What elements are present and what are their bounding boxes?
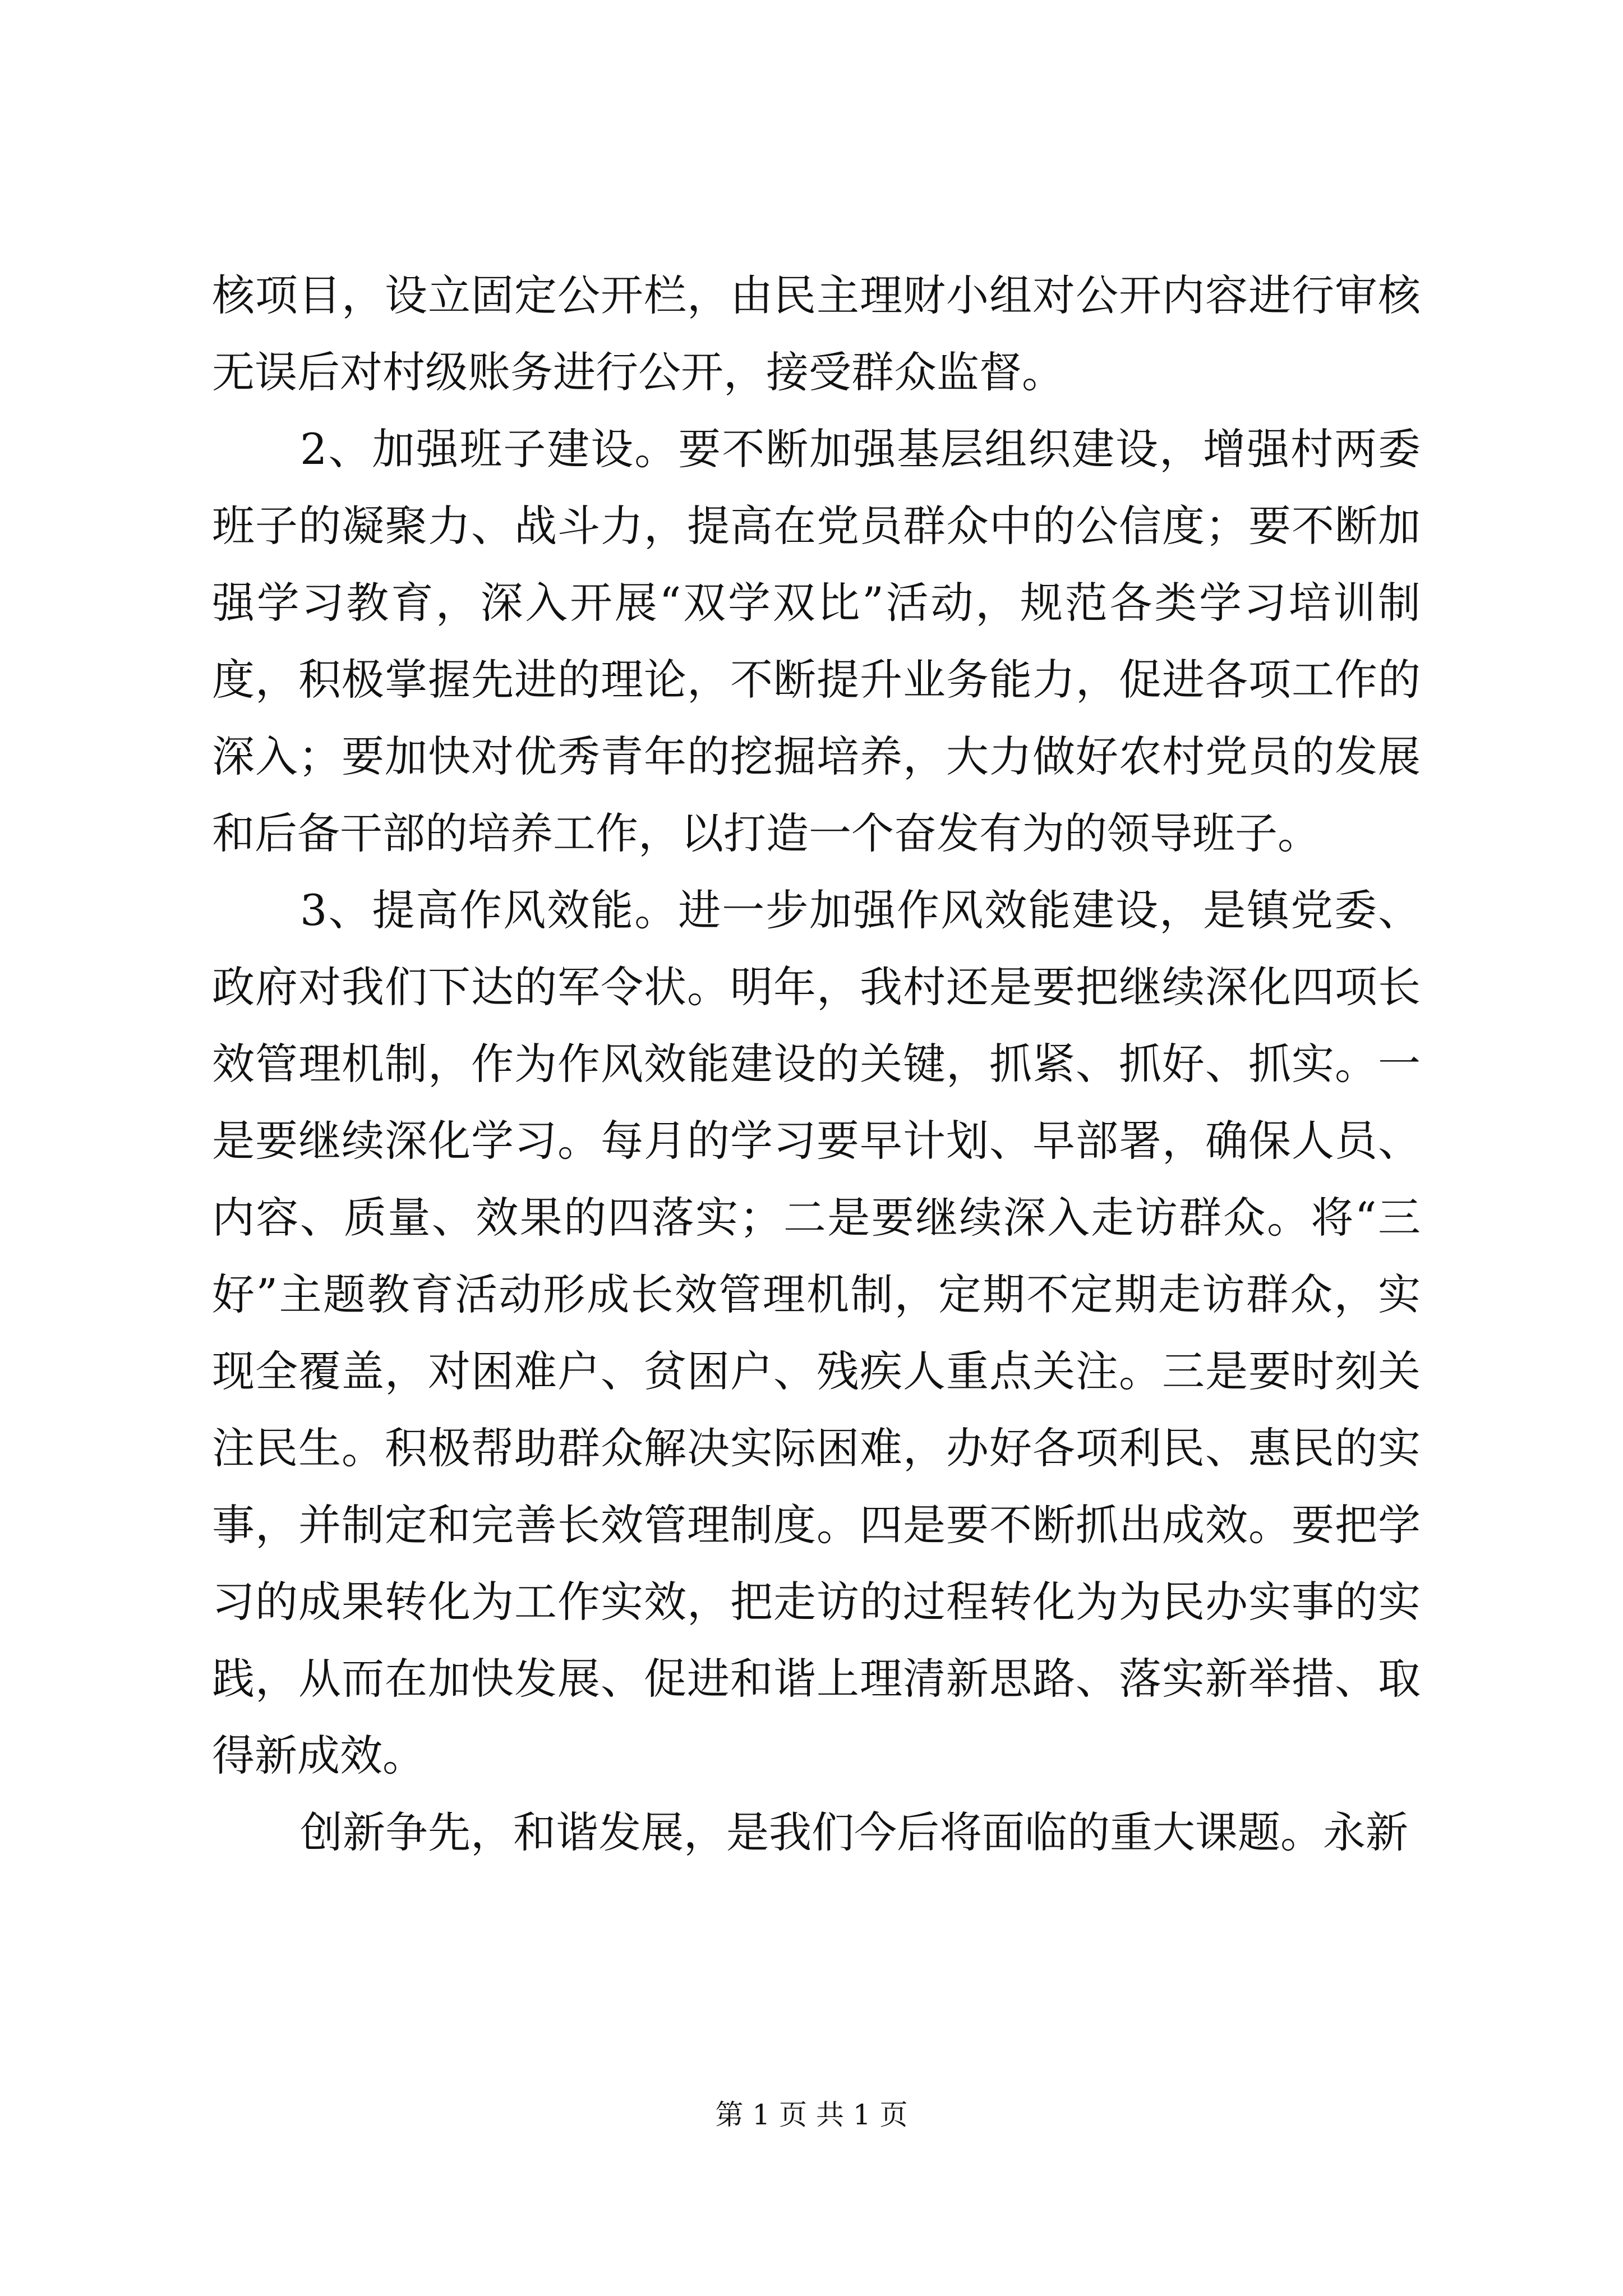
- text-line: 是要继续深化学习。每月的学习要早计划、早部署，确保人员、: [212, 1116, 1421, 1166]
- text-line: 度，积极掌握先进的理论，不断提升业务能力，促进各项工作的: [212, 655, 1421, 705]
- text-line: 效管理机制，作为作风效能建设的关键，抓紧、抓好、抓实。一: [212, 1039, 1421, 1089]
- page-footer: 第 1 页 共 1 页: [715, 2099, 908, 2131]
- paragraph-start-line: 2、加强班子建设。要不断加强基层组织建设，增强村两委: [300, 424, 1421, 474]
- text-line: 事，并制定和完善长效管理制度。四是要不断抓出成效。要把学: [212, 1500, 1421, 1550]
- text-line: 强学习教育，深入开展“双学双比”活动，规范各类学习培训制: [212, 578, 1421, 628]
- text-line: 核项目，设立固定公开栏，由民主理财小组对公开内容进行审核: [212, 270, 1421, 320]
- text-line: 践，从而在加快发展、促进和谐上理清新思路、落实新举措、取: [212, 1654, 1421, 1704]
- document-body: [212, 257, 1421, 1871]
- text-line: 注民生。积极帮助群众解决实际困难，办好各项利民、惠民的实: [212, 1423, 1421, 1473]
- paragraph-start-line: 3、提高作风效能。进一步加强作风效能建设，是镇党委、: [300, 885, 1421, 935]
- text-line: 内容、质量、效果的四落实；二是要继续深入走访群众。将“三: [212, 1193, 1421, 1243]
- text-line: 班子的凝聚力、战斗力，提高在党员群众中的公信度；要不断加: [212, 501, 1421, 551]
- paragraph-start-line: 创新争先，和谐发展，是我们今后将面临的重大课题。永新: [300, 1807, 1408, 1857]
- text-line: 政府对我们下达的军令状。明年，我村还是要把继续深化四项长: [212, 962, 1421, 1012]
- text-line: 现全覆盖，对困难户、贫困户、残疾人重点关注。三是要时刻关: [212, 1346, 1421, 1396]
- text-line: 得新成效。: [212, 1731, 425, 1780]
- text-line: 习的成果转化为工作实效，把走访的过程转化为为民办实事的实: [212, 1577, 1421, 1627]
- text-line: 无误后对村级账务进行公开，接受群众监督。: [212, 347, 1064, 397]
- text-line: 好”主题教育活动形成长效管理机制，定期不定期走访群众，实: [212, 1269, 1421, 1319]
- text-line: 深入；要加快对优秀青年的挖掘培养，大力做好农村党员的发展: [212, 731, 1421, 781]
- text-line: 和后备干部的培养工作，以打造一个奋发有为的领导班子。: [212, 808, 1320, 858]
